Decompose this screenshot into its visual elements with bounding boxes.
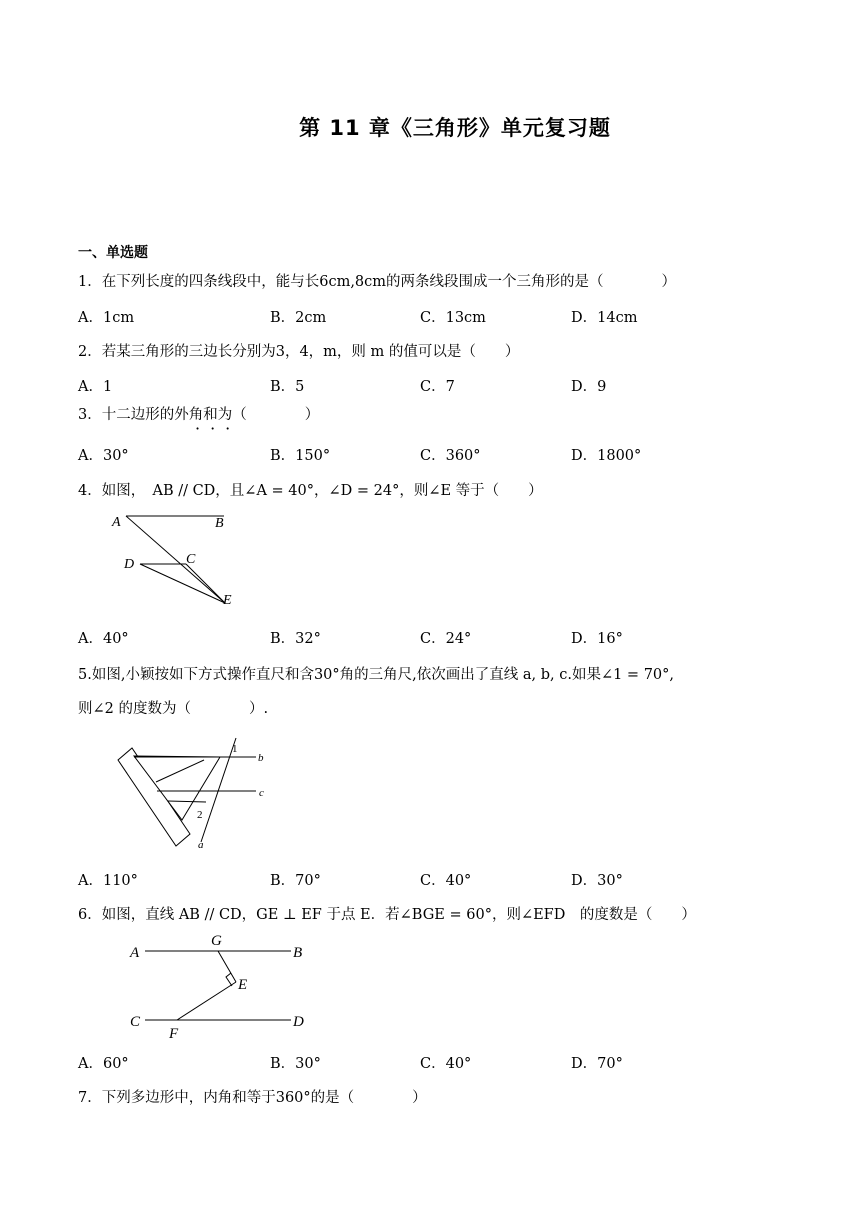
figure6-label-a: A [130, 945, 140, 961]
question-5-option-a: A．110° [78, 873, 138, 889]
question-6-option-c: C．40° [420, 1056, 472, 1072]
question-6-stem: 6．如图，直线 AB // CD，GE ⊥ EF 于点 E．若∠BGE = 60°，则∠EFD 的度数是（ ） [78, 907, 696, 923]
question-1-option-d: D．14cm [571, 310, 638, 326]
question-4-stem: 4．如图， AB // CD，且∠A = 40°，∠D = 24°，则∠E 等于（ ） [78, 483, 543, 499]
figure6-label-b: B [293, 945, 303, 961]
question-1-stem: 1．在下列长度的四条线段中，能与长6cm,8cm的两条线段围成一个三角形的是（ ） [78, 274, 677, 290]
figure5-label-b: b [258, 752, 264, 764]
question-5-option-c: C．40° [420, 873, 472, 889]
question-3-option-b: B．150° [270, 448, 331, 464]
figure5-label-1: 1 [232, 743, 238, 755]
question-3-option-a: A．30° [78, 448, 129, 464]
question-3-option-d: D．1800° [571, 448, 642, 464]
question-6-option-a: A．60° [78, 1056, 129, 1072]
question-5-stem-cont: 则∠2 的度数为（ ）. [78, 701, 269, 717]
figure5-label-c: c [259, 787, 264, 799]
question-4-option-b: B．32° [270, 631, 321, 647]
question-5-option-d: D．30° [571, 873, 623, 889]
figure6-label-d: D [293, 1014, 304, 1030]
question-4-option-d: D．16° [571, 631, 623, 647]
question-3-stem: 3．十二边形的外角和为（ ） [78, 407, 320, 423]
question-4-option-c: C．24° [420, 631, 472, 647]
figure4-label-a: A [112, 515, 121, 530]
figure5-label-a: a [198, 839, 204, 851]
question-1-option-c: C．13cm [420, 310, 486, 326]
emphasis-dots: ··· [195, 419, 241, 438]
figure4-label-b: B [215, 516, 224, 531]
question-4-option-a: A．40° [78, 631, 129, 647]
question-5-stem: 5.如图,小颖按如下方式操作直尺和含30°角的三角尺,依次画出了直线 a, b, c.如果∠1 = 70°, [78, 667, 675, 683]
question-6-option-d: D．70° [571, 1056, 623, 1072]
figure6-label-c: C [130, 1014, 141, 1030]
question-7-stem: 7．下列多边形中，内角和等于360°的是（ ） [78, 1090, 427, 1106]
figure6-label-g: G [211, 933, 222, 949]
figure6-label-f: F [169, 1026, 179, 1042]
question-1-option-b: B．2cm [270, 310, 327, 326]
page-title: 第 11 章《三角形》单元复习题 [299, 116, 611, 140]
figure4-label-d: D [124, 557, 135, 572]
figure5-label-2: 2 [197, 809, 203, 821]
figure6-label-e: E [238, 977, 248, 993]
question-2-option-c: C．7 [420, 379, 455, 395]
section-heading: 一、单选题 [78, 245, 148, 261]
figure4-label-e: E [223, 593, 232, 608]
question-5-option-b: B．70° [270, 873, 321, 889]
question-3-option-c: C．360° [420, 448, 481, 464]
question-2-option-a: A．1 [78, 379, 113, 395]
question-2-option-d: D．9 [571, 379, 607, 395]
figure4-label-c: C [186, 552, 196, 567]
question-2-stem: 2．若某三角形的三边长分别为3，4，m，则 m 的值可以是（ ） [78, 344, 520, 360]
question-2-option-b: B．5 [270, 379, 305, 395]
question-1-option-a: A．1cm [78, 310, 135, 326]
question-6-option-b: B．30° [270, 1056, 321, 1072]
